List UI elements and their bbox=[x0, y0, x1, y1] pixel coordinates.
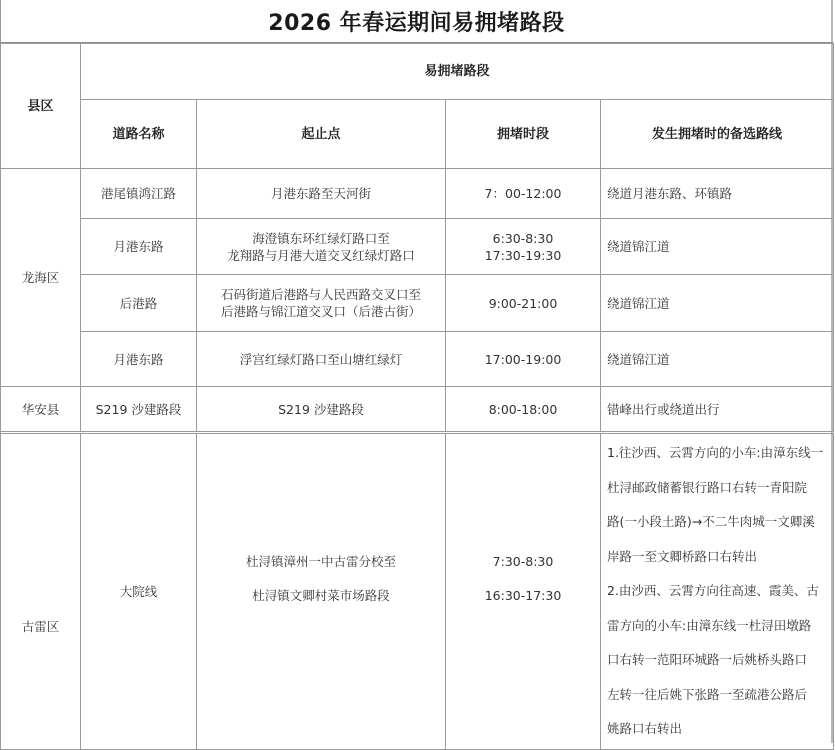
county-cell: 华安县 bbox=[1, 387, 81, 433]
span-cell bbox=[197, 433, 446, 750]
time-cell: 8:00-18:00 bbox=[446, 387, 601, 433]
span-cell bbox=[197, 219, 446, 275]
alternative-line: 口右转一范阳环城路一后姚桥头路口 bbox=[607, 652, 808, 667]
road-cell: 大院线 bbox=[81, 433, 197, 750]
road-cell: 月港东路 bbox=[81, 219, 197, 275]
alternative-line: 姚路口右转出 bbox=[607, 721, 683, 736]
span-line: 海澄镇东环红绿灯路口至 bbox=[252, 230, 390, 246]
alternative-line: 杜浔邮政储蓄银行路口右转一青阳院 bbox=[607, 479, 808, 495]
span-cell bbox=[197, 275, 446, 332]
time-line: 16:30-17:30 bbox=[484, 588, 562, 604]
time-header: 拥堵时段 bbox=[446, 100, 601, 169]
county-cell: 古雷区 bbox=[1, 433, 81, 750]
road-cell: 港尾镇鸿江路 bbox=[81, 169, 197, 219]
alternative-line: 岸路一至文卿桥路口右转出 bbox=[607, 548, 758, 564]
alternative-cell: 绕道锦江道 bbox=[601, 332, 834, 387]
county-cell: 龙海区 bbox=[1, 169, 81, 387]
time-line: 6:30-8:30 bbox=[492, 230, 554, 246]
span-header: 起止点 bbox=[197, 100, 446, 169]
span-line: 石码街道后港路与人民西路交叉口至 bbox=[220, 287, 421, 302]
span-line: 杜浔镇漳州一中古雷分校至 bbox=[245, 554, 396, 570]
alternative-cell: 绕道锦江道 bbox=[601, 219, 834, 275]
time-cell bbox=[446, 219, 601, 275]
span-cell: S219 沙建路段 bbox=[197, 387, 446, 433]
alternative-line: 1.往沙西、云霄方向的小车:由漳东线一 bbox=[607, 445, 824, 460]
road-cell: 后港路 bbox=[81, 275, 197, 332]
table-row bbox=[1, 275, 834, 332]
table-row bbox=[1, 332, 834, 387]
header-row-2 bbox=[1, 100, 834, 169]
span-cell: 浮宫红绿灯路口至山塘红绿灯 bbox=[197, 332, 446, 387]
alternative-line: 2.由沙西、云霄方向往高速、霞美、古 bbox=[607, 583, 819, 598]
road-cell: 月港东路 bbox=[81, 332, 197, 387]
alternative-line: 雷方向的小车:由漳东线一杜浔田墩路 bbox=[607, 617, 812, 633]
time-cell bbox=[446, 433, 601, 750]
alternative-header: 发生拥堵时的备选路线 bbox=[601, 100, 834, 169]
span-line: 后港路与锦江道交叉口（后港古街） bbox=[220, 304, 421, 319]
alternative-cell: 绕道月港东路、环镇路 bbox=[601, 169, 834, 219]
table-row bbox=[1, 387, 834, 433]
alternative-line: 左转一往后姚下张路一至疏港公路后 bbox=[607, 686, 808, 702]
county-header: 县区 bbox=[1, 44, 81, 169]
header-row-1 bbox=[1, 44, 834, 100]
time-cell: 9:00-21:00 bbox=[446, 275, 601, 332]
table-row bbox=[1, 169, 834, 219]
alternative-cell bbox=[601, 433, 834, 750]
alternative-cell: 绕道锦江道 bbox=[601, 275, 834, 332]
congestion-table bbox=[0, 43, 834, 750]
span-line: 龙翔路与月港大道交叉红绿灯路口 bbox=[227, 247, 415, 263]
time-line: 7:30-8:30 bbox=[492, 554, 554, 570]
road-name-header: 道路名称 bbox=[81, 100, 197, 169]
road-cell: S219 沙建路段 bbox=[81, 387, 197, 433]
time-cell: 7：00-12:00 bbox=[446, 169, 601, 219]
alternative-line: 路(一小段土路)→不二牛肉城一文卿溪 bbox=[607, 514, 815, 529]
time-line: 17:30-19:30 bbox=[484, 247, 562, 263]
page-title: 2026 年春运期间易拥堵路段 bbox=[0, 0, 833, 43]
span-cell: 月港东路至天河街 bbox=[197, 169, 446, 219]
time-cell: 17:00-19:00 bbox=[446, 332, 601, 387]
group-header: 易拥堵路段 bbox=[81, 44, 834, 100]
table-row bbox=[1, 433, 834, 750]
alternative-cell: 错峰出行或绕道出行 bbox=[601, 387, 834, 433]
span-line: 杜浔镇文卿村菜市场路段 bbox=[252, 588, 390, 604]
table-row bbox=[1, 219, 834, 275]
